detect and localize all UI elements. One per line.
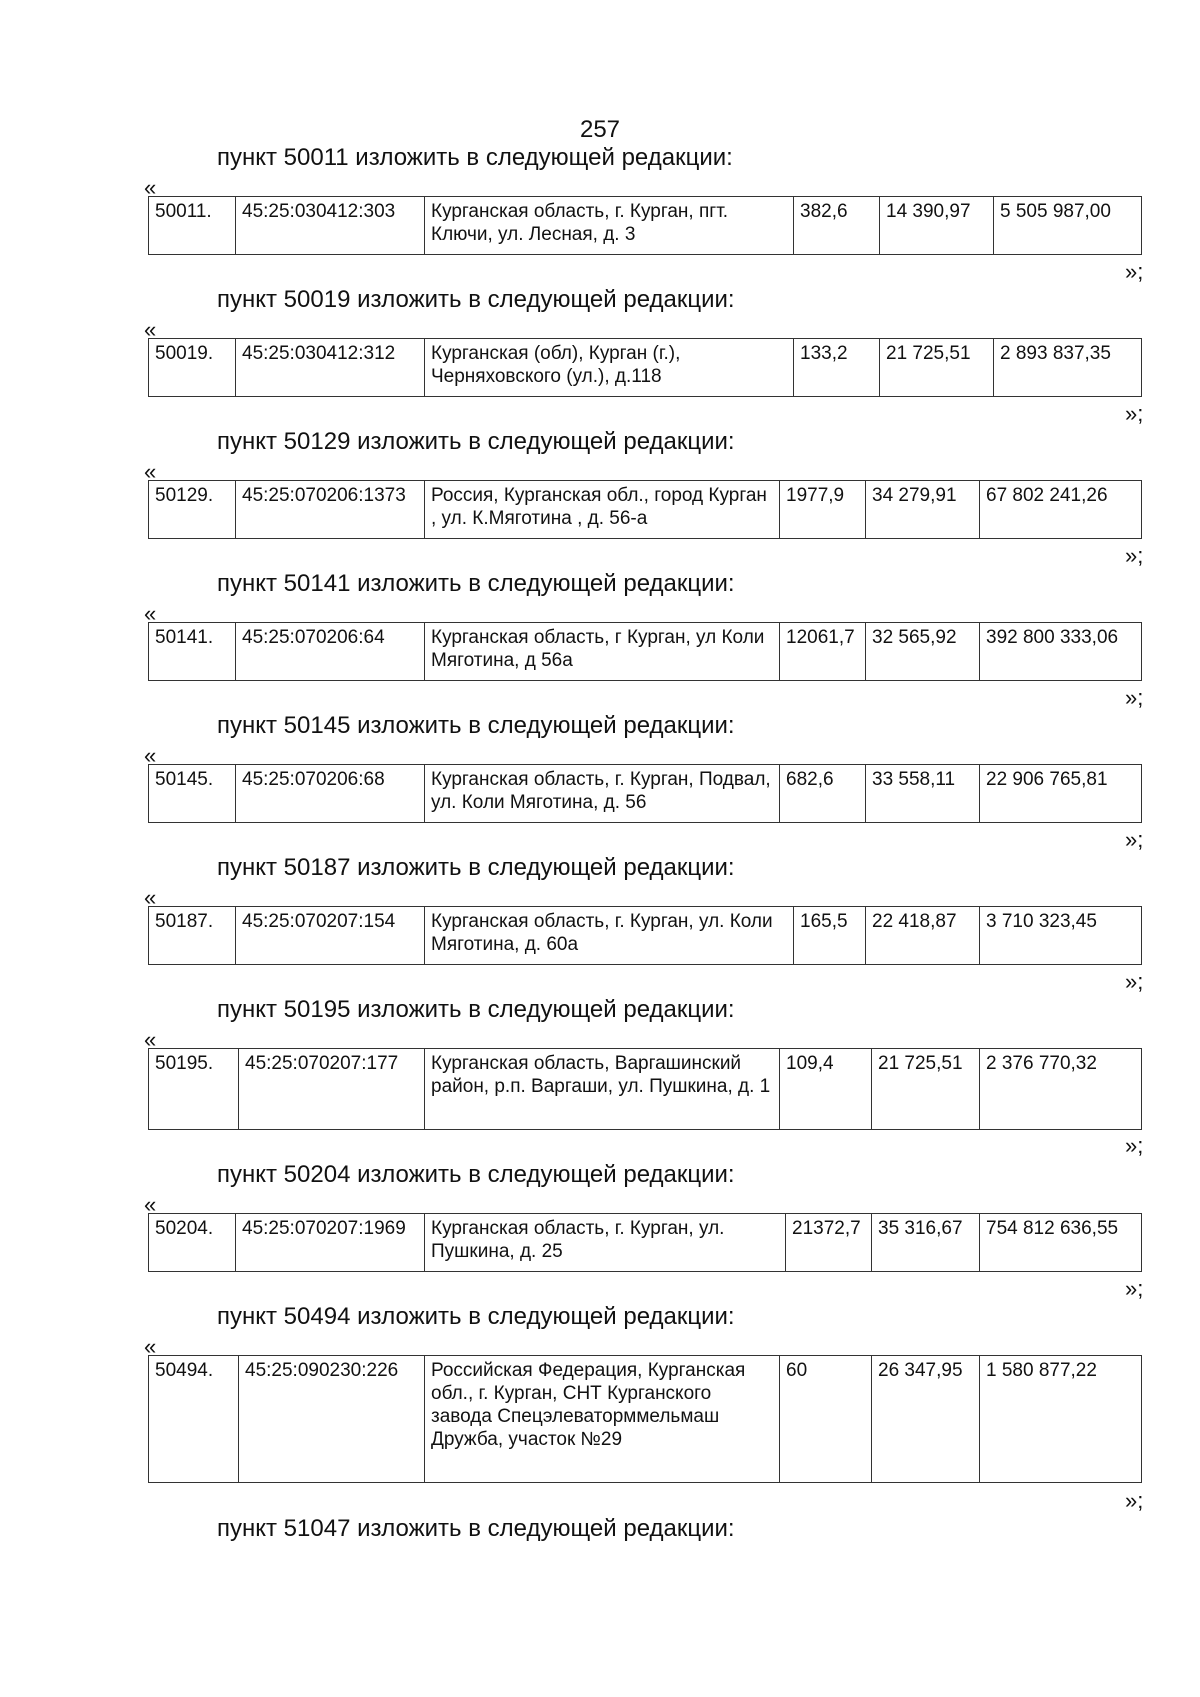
area: 21372,7 bbox=[786, 1214, 872, 1272]
intro-line: пункт 50011 изложить в следующей редакции: bbox=[217, 144, 733, 171]
cadastral-value: 22 906 765,81 bbox=[980, 765, 1142, 823]
table-row bbox=[149, 197, 1142, 255]
close-quote: »; bbox=[1125, 1276, 1144, 1301]
cadastral-number: 45:25:030412:303 bbox=[236, 197, 425, 255]
record-number: 50494. bbox=[149, 1356, 239, 1483]
record-table bbox=[148, 480, 1142, 539]
address: Курганская область, г. Курган, ул. Коли Мяготина, д. 60а bbox=[425, 907, 794, 965]
rate: 34 279,91 bbox=[866, 481, 980, 539]
intro-line: пункт 50019 изложить в следующей редакции: bbox=[217, 286, 735, 313]
close-quote: »; bbox=[1125, 685, 1144, 710]
record-number: 50129. bbox=[149, 481, 236, 539]
cadastral-value: 5 505 987,00 bbox=[994, 197, 1142, 255]
record-number: 50187. bbox=[149, 907, 236, 965]
area: 109,4 bbox=[780, 1049, 872, 1130]
record-number: 50195. bbox=[149, 1049, 239, 1130]
address: Российская Федерация, Курганская обл., г. Курган, СНТ Курганского завода Спецэлеваторммельмаш Дружба, участок №29 bbox=[425, 1356, 780, 1483]
address: Курганская область, г. Курган, Подвал, ул. Коли Мяготина, д. 56 bbox=[425, 765, 780, 823]
open-quote: « bbox=[144, 175, 157, 200]
rate: 26 347,95 bbox=[872, 1356, 980, 1483]
area: 382,6 bbox=[794, 197, 880, 255]
intro-line: пункт 50129 изложить в следующей редакции: bbox=[217, 428, 735, 455]
address: Курганская (обл), Курган (г.), Черняховского (ул.), д.118 bbox=[425, 339, 794, 397]
open-quote: « bbox=[144, 1027, 157, 1052]
cadastral-value: 67 802 241,26 bbox=[980, 481, 1142, 539]
address: Россия, Курганская обл., город Курган , ул. К.Мяготина , д. 56-а bbox=[425, 481, 780, 539]
close-quote: »; bbox=[1125, 543, 1144, 568]
cadastral-number: 45:25:030412:312 bbox=[236, 339, 425, 397]
cadastral-value: 2 376 770,32 bbox=[980, 1049, 1142, 1130]
intro-line: пункт 50494 изложить в следующей редакции: bbox=[217, 1303, 735, 1330]
rate: 14 390,97 bbox=[880, 197, 994, 255]
record-table bbox=[148, 338, 1142, 397]
cadastral-number: 45:25:070207:1969 bbox=[236, 1214, 425, 1272]
cadastral-value: 2 893 837,35 bbox=[994, 339, 1142, 397]
close-quote: »; bbox=[1125, 827, 1144, 852]
close-quote: »; bbox=[1125, 259, 1144, 284]
record-table bbox=[148, 764, 1142, 823]
area: 12061,7 bbox=[780, 623, 866, 681]
close-quote: »; bbox=[1125, 1488, 1144, 1513]
record-number: 50019. bbox=[149, 339, 236, 397]
cadastral-value: 392 800 333,06 bbox=[980, 623, 1142, 681]
close-quote: »; bbox=[1125, 969, 1144, 994]
record-table bbox=[148, 622, 1142, 681]
record-number: 50204. bbox=[149, 1214, 236, 1272]
cadastral-value: 1 580 877,22 bbox=[980, 1356, 1142, 1483]
area: 1977,9 bbox=[780, 481, 866, 539]
intro-line: пункт 50141 изложить в следующей редакции: bbox=[217, 570, 735, 597]
intro-line: пункт 51047 изложить в следующей редакции: bbox=[217, 1515, 735, 1542]
cadastral-number: 45:25:070206:68 bbox=[236, 765, 425, 823]
table-row bbox=[149, 907, 1142, 965]
table-row bbox=[149, 765, 1142, 823]
rate: 35 316,67 bbox=[872, 1214, 980, 1272]
rate: 22 418,87 bbox=[866, 907, 980, 965]
intro-line: пункт 50187 изложить в следующей редакции: bbox=[217, 854, 735, 881]
area: 682,6 bbox=[780, 765, 866, 823]
address: Курганская область, г Курган, ул Коли Мяготина, д 56а bbox=[425, 623, 780, 681]
open-quote: « bbox=[144, 459, 157, 484]
record-number: 50145. bbox=[149, 765, 236, 823]
open-quote: « bbox=[144, 1192, 157, 1217]
cadastral-number: 45:25:070206:64 bbox=[236, 623, 425, 681]
area: 60 bbox=[780, 1356, 872, 1483]
close-quote: »; bbox=[1125, 401, 1144, 426]
table-row bbox=[149, 623, 1142, 681]
record-table bbox=[148, 1355, 1142, 1483]
cadastral-number: 45:25:070207:177 bbox=[239, 1049, 425, 1130]
record-table bbox=[148, 196, 1142, 255]
record-table bbox=[148, 1048, 1142, 1130]
rate: 21 725,51 bbox=[872, 1049, 980, 1130]
table-row bbox=[149, 1049, 1142, 1130]
rate: 21 725,51 bbox=[880, 339, 994, 397]
record-table bbox=[148, 1213, 1142, 1272]
address: Курганская область, г. Курган, ул. Пушкина, д. 25 bbox=[425, 1214, 786, 1272]
intro-line: пункт 50204 изложить в следующей редакции: bbox=[217, 1161, 735, 1188]
cadastral-number: 45:25:090230:226 bbox=[239, 1356, 425, 1483]
record-number: 50141. bbox=[149, 623, 236, 681]
table-row bbox=[149, 481, 1142, 539]
open-quote: « bbox=[144, 885, 157, 910]
open-quote: « bbox=[144, 743, 157, 768]
address: Курганская область, г. Курган, пгт. Ключи, ул. Лесная, д. 3 bbox=[425, 197, 794, 255]
cadastral-number: 45:25:070206:1373 bbox=[236, 481, 425, 539]
rate: 33 558,11 bbox=[866, 765, 980, 823]
table-row bbox=[149, 339, 1142, 397]
rate: 32 565,92 bbox=[866, 623, 980, 681]
table-row bbox=[149, 1356, 1142, 1483]
cadastral-value: 3 710 323,45 bbox=[980, 907, 1142, 965]
record-table bbox=[148, 906, 1142, 965]
cadastral-number: 45:25:070207:154 bbox=[236, 907, 425, 965]
address: Курганская область, Варгашинский район, р.п. Варгаши, ул. Пушкина, д. 1 bbox=[425, 1049, 780, 1130]
cadastral-value: 754 812 636,55 bbox=[980, 1214, 1142, 1272]
page-number: 257 bbox=[579, 116, 621, 143]
open-quote: « bbox=[144, 601, 157, 626]
table-row bbox=[149, 1214, 1142, 1272]
record-number: 50011. bbox=[149, 197, 236, 255]
intro-line: пункт 50145 изложить в следующей редакции: bbox=[217, 712, 735, 739]
area: 133,2 bbox=[794, 339, 880, 397]
open-quote: « bbox=[144, 1334, 157, 1359]
area: 165,5 bbox=[794, 907, 866, 965]
intro-line: пункт 50195 изложить в следующей редакции: bbox=[217, 996, 735, 1023]
close-quote: »; bbox=[1125, 1133, 1144, 1158]
open-quote: « bbox=[144, 317, 157, 342]
